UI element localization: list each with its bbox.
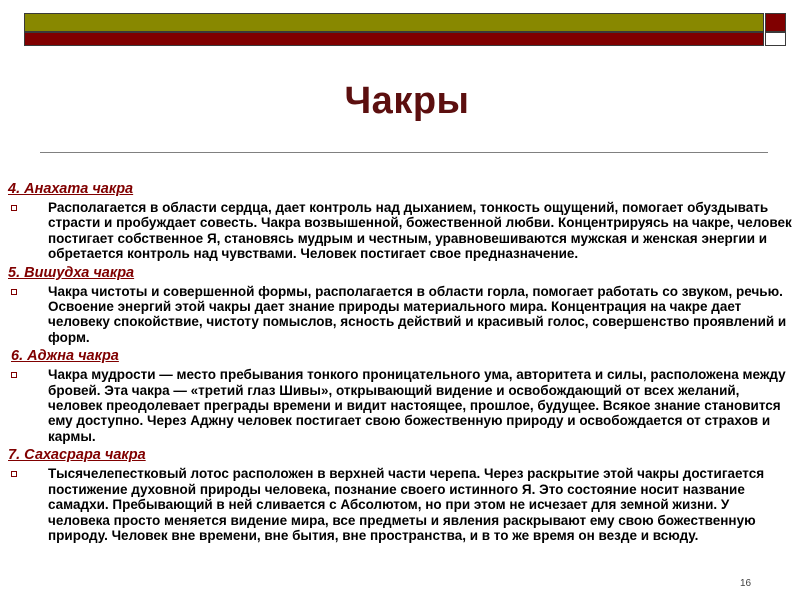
slide-number: 16 xyxy=(740,578,752,589)
section-heading: 6. Аджна чакра xyxy=(11,348,119,365)
slide-content xyxy=(8,181,793,546)
square-bullet-icon xyxy=(11,372,17,378)
section-heading: 7. Сахасрара чакра xyxy=(8,447,146,464)
bullet-item xyxy=(8,466,793,543)
square-bullet-icon xyxy=(11,205,17,211)
square-bullet-icon xyxy=(11,289,17,295)
corner-square-maroon xyxy=(765,13,786,32)
section-heading: 4. Анахата чакра xyxy=(8,181,134,197)
square-bullet-icon xyxy=(11,471,17,477)
section-anahata xyxy=(8,181,793,262)
section-ajna xyxy=(8,348,793,444)
corner-square-white xyxy=(765,32,786,46)
header-bar-olive xyxy=(24,13,764,32)
bullet-item xyxy=(8,200,793,262)
bullet-text: Чакра чистоты и совершенной формы, располагается в области горла, помогает работать со звуком, речью. Освоение энергий этой чакры дает знание природы материального мира. Концентрация на чакре дает человеку спокойствие, чистоту помыслов, ясность действий и красивый голос, совершенство проявлений и форм. xyxy=(48,283,787,345)
slide-title: Чакры xyxy=(344,80,470,122)
bullet-text: Тысячелепестковый лотос расположен в верхней части черепа. Через раскрытие этой чакры достигается постижение духовной природы человека, познание своего истинного Я. Это состояние носит название самадхи. Пребывающий в ней сливается с Абсолютом, но при этом не исчезает для земной жизни. У человека просто меняется видение мира, все предметы и явления раскрывают ему свою божественную природу. Человек вне времени, вне бытия, вне пространства, и в то же время он везде и всюду. xyxy=(48,466,765,543)
bullet-item xyxy=(8,367,793,444)
section-vishuddha xyxy=(8,265,793,346)
bullet-text: Чакра мудрости — место пребывания тонкого проницательного ума, авторитета и силы, расположена между бровей. Эта чакра — «третий глаз Шивы», открывающий видение и освобождающий от всех желаний, человек преодолевает преграды времени и видит настоящее, прошлое, будущее. Всякое знание становится ему доступно. Через Аджну человек постигает свою божественную природу и освобождается от страхов и кармы. xyxy=(48,367,786,444)
section-heading: 5. Вишудха чакра xyxy=(8,264,135,281)
section-sahasrara xyxy=(8,447,793,543)
bullet-item xyxy=(8,284,793,346)
header-bar-maroon xyxy=(24,32,764,46)
title-divider xyxy=(40,152,768,153)
bullet-text: Располагается в области сердца, дает контроль над дыханием, тонкость ощущений, помогает обуздывать страсти и пробуждает совесть. Чакра возвышенной, божественной любви. Концентрируясь на чакре, человек постигает собственное Я, становясь мудрым и честным, уравновешиваются мужская и женская энергии и обретается контроль над чувствами. Человек постигает свое предназначение. xyxy=(48,200,792,262)
